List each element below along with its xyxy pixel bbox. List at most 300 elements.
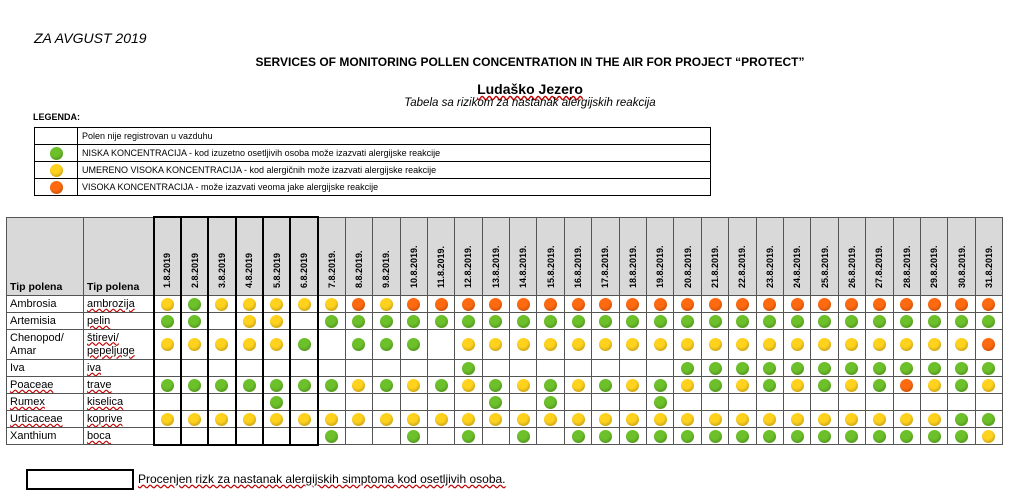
concentration-cell (208, 296, 235, 313)
table-row (7, 296, 1003, 313)
legend-title: LEGENDA: (33, 112, 80, 122)
concentration-dot-icon (818, 413, 831, 426)
local-name-cell (84, 428, 154, 445)
concentration-dot-icon (626, 315, 639, 328)
concentration-dot-icon (270, 315, 283, 328)
concentration-dot-icon (791, 362, 804, 375)
concentration-cell (318, 330, 345, 360)
concentration-dot-icon (489, 379, 502, 392)
concentration-cell (373, 313, 400, 330)
concentration-cell (236, 377, 263, 394)
concentration-cell (811, 428, 838, 445)
concentration-cell (647, 296, 674, 313)
concentration-cell (564, 411, 591, 428)
concentration-cell (592, 428, 619, 445)
concentration-dot-icon (626, 430, 639, 443)
concentration-dot-icon (928, 362, 941, 375)
report-month: ZA AVGUST 2019 (34, 30, 147, 46)
concentration-cell (564, 296, 591, 313)
table-row (7, 377, 1003, 394)
concentration-dot-icon (900, 362, 913, 375)
concentration-cell (318, 411, 345, 428)
concentration-dot-icon (215, 298, 228, 311)
latin-name-header (7, 217, 84, 296)
concentration-cell (290, 313, 317, 330)
latin-name-cell (7, 411, 84, 428)
concentration-cell (427, 313, 454, 330)
concentration-cell (373, 360, 400, 377)
concentration-cell (400, 428, 427, 445)
concentration-cell (455, 360, 482, 377)
date-label: 25.8.2019. (819, 244, 830, 288)
concentration-cell (263, 377, 290, 394)
concentration-dot-icon (654, 379, 667, 392)
date-label: 20.8.2019. (682, 244, 693, 288)
concentration-cell (154, 377, 181, 394)
date-label: 28.8.2019. (901, 244, 912, 288)
concentration-cell (920, 330, 947, 360)
date-label: 30.8.2019. (956, 244, 967, 288)
concentration-dot-icon (352, 338, 365, 351)
concentration-dot-icon (270, 413, 283, 426)
concentration-cell (975, 360, 1002, 377)
concentration-cell (619, 330, 646, 360)
latin-name: Artemisia (10, 315, 56, 327)
date-header (893, 217, 920, 296)
concentration-dot-icon (352, 413, 365, 426)
date-label: 26.8.2019. (846, 244, 857, 288)
concentration-dot-icon (352, 379, 365, 392)
table-row (7, 330, 1003, 360)
date-label: 19.8.2019. (655, 244, 666, 288)
risk-box-legend-label: Procenjen rizk za nastanak alergijskih simptoma kod osetljivih osoba. (138, 472, 506, 486)
concentration-cell (838, 296, 865, 313)
concentration-dot-icon (873, 430, 886, 443)
concentration-cell (345, 296, 372, 313)
concentration-cell (647, 377, 674, 394)
concentration-cell (318, 313, 345, 330)
concentration-cell (373, 428, 400, 445)
concentration-dot-icon (243, 298, 256, 311)
concentration-cell (482, 377, 509, 394)
concentration-dot-icon (873, 315, 886, 328)
concentration-cell (181, 428, 208, 445)
concentration-cell (537, 296, 564, 313)
concentration-dot-icon (763, 362, 776, 375)
concentration-dot-icon (736, 430, 749, 443)
concentration-cell (318, 377, 345, 394)
concentration-cell (154, 360, 181, 377)
concentration-dot-icon (517, 338, 530, 351)
concentration-cell (154, 394, 181, 411)
concentration-dot-icon (955, 315, 968, 328)
concentration-dot-icon (955, 298, 968, 311)
concentration-cell (290, 360, 317, 377)
concentration-cell (263, 360, 290, 377)
concentration-cell (701, 296, 728, 313)
latin-name: Xanthium (10, 430, 57, 442)
concentration-dot-icon (50, 164, 63, 177)
concentration-cell (318, 394, 345, 411)
concentration-cell (208, 428, 235, 445)
concentration-dot-icon (982, 315, 995, 328)
concentration-cell (510, 377, 537, 394)
concentration-dot-icon (462, 413, 475, 426)
concentration-cell (482, 394, 509, 411)
legend-icon-cell (35, 162, 78, 179)
concentration-cell (455, 296, 482, 313)
concentration-cell (729, 330, 756, 360)
concentration-cell (181, 377, 208, 394)
concentration-cell (866, 411, 893, 428)
concentration-cell (866, 313, 893, 330)
date-header (920, 217, 947, 296)
concentration-cell (756, 411, 783, 428)
location-name-text: Ludaško Jezero (477, 81, 583, 97)
concentration-dot-icon (709, 430, 722, 443)
concentration-cell (619, 411, 646, 428)
concentration-cell (674, 313, 701, 330)
concentration-cell (290, 428, 317, 445)
concentration-cell (400, 296, 427, 313)
concentration-cell (564, 360, 591, 377)
concentration-dot-icon (900, 298, 913, 311)
concentration-dot-icon (900, 315, 913, 328)
concentration-cell (811, 411, 838, 428)
date-label: 24.8.2019. (792, 244, 803, 288)
concentration-dot-icon (544, 298, 557, 311)
concentration-dot-icon (736, 338, 749, 351)
concentration-dot-icon (681, 298, 694, 311)
concentration-dot-icon (654, 338, 667, 351)
concentration-cell (318, 428, 345, 445)
concentration-dot-icon (873, 338, 886, 351)
concentration-cell (208, 411, 235, 428)
concentration-cell (181, 313, 208, 330)
concentration-cell (510, 360, 537, 377)
concentration-cell (290, 394, 317, 411)
concentration-cell (674, 394, 701, 411)
date-label: 17.8.2019. (600, 244, 611, 288)
report-title: SERVICES OF MONITORING POLLEN CONCENTRATION IN THE AIR FOR PROJECT “PROTECT” (255, 55, 805, 69)
date-label: 4.8.2019 (244, 252, 255, 288)
concentration-dot-icon (544, 379, 557, 392)
date-label: 23.8.2019. (764, 244, 775, 288)
concentration-cell (236, 428, 263, 445)
date-header (647, 217, 674, 296)
concentration-dot-icon (818, 338, 831, 351)
concentration-cell (701, 411, 728, 428)
concentration-dot-icon (517, 379, 530, 392)
concentration-cell (838, 360, 865, 377)
date-label: 2.8.2019 (189, 252, 200, 288)
table-row (7, 394, 1003, 411)
concentration-dot-icon (818, 315, 831, 328)
concentration-cell (948, 330, 975, 360)
concentration-dot-icon (709, 379, 722, 392)
date-label: 18.8.2019. (627, 244, 638, 288)
local-name: pelin (87, 315, 111, 327)
concentration-cell (729, 360, 756, 377)
legend-icon-cell (35, 145, 78, 162)
latin-name-cell (7, 394, 84, 411)
concentration-cell (263, 296, 290, 313)
concentration-cell (564, 313, 591, 330)
concentration-dot-icon (791, 315, 804, 328)
concentration-dot-icon (544, 413, 557, 426)
concentration-dot-icon (572, 298, 585, 311)
concentration-cell (674, 428, 701, 445)
concentration-cell (208, 377, 235, 394)
concentration-cell (236, 411, 263, 428)
concentration-cell (400, 411, 427, 428)
concentration-dot-icon (270, 338, 283, 351)
concentration-dot-icon (325, 298, 338, 311)
concentration-dot-icon (982, 338, 995, 351)
concentration-cell (427, 377, 454, 394)
legend-table (34, 127, 711, 196)
legend-row (35, 128, 711, 145)
concentration-dot-icon (462, 315, 475, 328)
concentration-cell (756, 330, 783, 360)
concentration-cell (236, 330, 263, 360)
concentration-cell (975, 377, 1002, 394)
concentration-cell (975, 313, 1002, 330)
concentration-cell (893, 377, 920, 394)
concentration-dot-icon (873, 362, 886, 375)
concentration-dot-icon (489, 315, 502, 328)
concentration-cell (756, 360, 783, 377)
local-name: kiselica (87, 396, 124, 408)
concentration-cell (318, 360, 345, 377)
concentration-cell (208, 330, 235, 360)
concentration-dot-icon (325, 413, 338, 426)
concentration-dot-icon (161, 298, 174, 311)
concentration-cell (510, 313, 537, 330)
concentration-cell (482, 360, 509, 377)
concentration-dot-icon (599, 338, 612, 351)
concentration-dot-icon (270, 379, 283, 392)
concentration-dot-icon (215, 413, 228, 426)
concentration-dot-icon (544, 396, 557, 409)
date-label: 7.8.2019. (326, 249, 337, 288)
local-name-cell (84, 411, 154, 428)
concentration-cell (948, 411, 975, 428)
concentration-cell (619, 360, 646, 377)
date-header (400, 217, 427, 296)
concentration-cell (783, 394, 810, 411)
date-header (729, 217, 756, 296)
date-label: 13.8.2019. (490, 244, 501, 288)
date-label: 8.8.2019. (353, 249, 364, 288)
concentration-dot-icon (900, 338, 913, 351)
concentration-cell (592, 330, 619, 360)
concentration-cell (674, 330, 701, 360)
report-subtitle: Tabela sa rizikom za nastanak alergijskih reakcija (404, 97, 656, 109)
concentration-cell (729, 377, 756, 394)
concentration-cell (811, 313, 838, 330)
concentration-cell (263, 411, 290, 428)
concentration-cell (345, 394, 372, 411)
date-label: 10.8.2019. (408, 244, 419, 288)
concentration-cell (701, 428, 728, 445)
concentration-dot-icon (188, 298, 201, 311)
date-header (783, 217, 810, 296)
concentration-dot-icon (955, 379, 968, 392)
concentration-cell (455, 411, 482, 428)
concentration-cell (400, 394, 427, 411)
concentration-cell (345, 330, 372, 360)
local-name-cell (84, 360, 154, 377)
concentration-cell (510, 411, 537, 428)
date-header (537, 217, 564, 296)
concentration-dot-icon (681, 338, 694, 351)
legend-text: NISKA KONCENTRACIJA - kod izuzetno osetljivih osoba može izazvati alergijske reakcije (78, 145, 711, 162)
concentration-cell (783, 330, 810, 360)
legend-row (35, 145, 711, 162)
concentration-dot-icon (270, 298, 283, 311)
date-header (236, 217, 263, 296)
concentration-dot-icon (517, 315, 530, 328)
concentration-cell (592, 377, 619, 394)
concentration-dot-icon (928, 413, 941, 426)
date-header (975, 217, 1002, 296)
legend-text: VISOKA KONCENTRACIJA - može izazvati veoma jake alergijske reakcije (78, 179, 711, 196)
concentration-cell (783, 313, 810, 330)
concentration-dot-icon (736, 413, 749, 426)
concentration-cell (427, 360, 454, 377)
concentration-cell (181, 394, 208, 411)
latin-name: Chenopod/ Amar (10, 331, 64, 357)
concentration-cell (455, 330, 482, 360)
concentration-cell (729, 296, 756, 313)
concentration-cell (647, 313, 674, 330)
concentration-cell (427, 330, 454, 360)
concentration-cell (345, 313, 372, 330)
concentration-dot-icon (517, 413, 530, 426)
concentration-dot-icon (626, 379, 639, 392)
concentration-cell (948, 360, 975, 377)
concentration-cell (783, 360, 810, 377)
concentration-dot-icon (407, 379, 420, 392)
concentration-cell (866, 394, 893, 411)
concentration-dot-icon (845, 379, 858, 392)
date-label: 9.8.2019. (381, 249, 392, 288)
concentration-cell (482, 313, 509, 330)
pollen-table (6, 216, 1003, 446)
concentration-dot-icon (243, 315, 256, 328)
concentration-dot-icon (845, 413, 858, 426)
concentration-cell (564, 428, 591, 445)
concentration-dot-icon (818, 298, 831, 311)
concentration-dot-icon (873, 379, 886, 392)
date-header (427, 217, 454, 296)
concentration-cell (427, 394, 454, 411)
table-row (7, 360, 1003, 377)
concentration-cell (592, 360, 619, 377)
latin-name-cell (7, 428, 84, 445)
latin-name-cell (7, 296, 84, 313)
concentration-dot-icon (763, 315, 776, 328)
concentration-cell (866, 377, 893, 394)
concentration-cell (811, 394, 838, 411)
concentration-dot-icon (517, 298, 530, 311)
concentration-cell (427, 411, 454, 428)
concentration-cell (866, 428, 893, 445)
concentration-cell (208, 360, 235, 377)
concentration-dot-icon (407, 338, 420, 351)
concentration-dot-icon (188, 379, 201, 392)
concentration-dot-icon (380, 413, 393, 426)
date-label: 3.8.2019 (216, 252, 227, 288)
date-header (948, 217, 975, 296)
concentration-dot-icon (928, 315, 941, 328)
concentration-cell (838, 428, 865, 445)
concentration-dot-icon (544, 338, 557, 351)
concentration-dot-icon (736, 379, 749, 392)
concentration-dot-icon (681, 315, 694, 328)
concentration-dot-icon (572, 338, 585, 351)
concentration-dot-icon (791, 413, 804, 426)
concentration-dot-icon (763, 430, 776, 443)
date-label: 12.8.2019. (463, 244, 474, 288)
concentration-dot-icon (681, 379, 694, 392)
concentration-cell (893, 330, 920, 360)
concentration-cell (537, 377, 564, 394)
concentration-cell (838, 313, 865, 330)
concentration-dot-icon (599, 298, 612, 311)
latin-name-cell (7, 330, 84, 360)
concentration-dot-icon (654, 315, 667, 328)
local-name-cell (84, 330, 154, 360)
concentration-dot-icon (791, 430, 804, 443)
concentration-cell (564, 394, 591, 411)
concentration-cell (619, 313, 646, 330)
concentration-cell (948, 313, 975, 330)
concentration-dot-icon (572, 413, 585, 426)
local-name-header-label: Tip polena (87, 281, 140, 293)
table-row (7, 411, 1003, 428)
concentration-dot-icon (489, 396, 502, 409)
concentration-dot-icon (928, 338, 941, 351)
concentration-cell (619, 296, 646, 313)
concentration-dot-icon (763, 298, 776, 311)
concentration-dot-icon (50, 181, 63, 194)
concentration-cell (181, 296, 208, 313)
concentration-cell (154, 428, 181, 445)
date-label: 29.8.2019. (929, 244, 940, 288)
concentration-cell (154, 313, 181, 330)
latin-name: Iva (10, 362, 25, 374)
concentration-cell (236, 313, 263, 330)
concentration-cell (427, 428, 454, 445)
concentration-dot-icon (380, 338, 393, 351)
concentration-dot-icon (188, 338, 201, 351)
concentration-dot-icon (380, 379, 393, 392)
concentration-cell (181, 360, 208, 377)
date-label: 6.8.2019 (299, 252, 310, 288)
concentration-cell (208, 313, 235, 330)
concentration-cell (263, 428, 290, 445)
concentration-cell (427, 296, 454, 313)
concentration-dot-icon (900, 430, 913, 443)
concentration-cell (674, 377, 701, 394)
concentration-cell (811, 377, 838, 394)
concentration-cell (948, 296, 975, 313)
concentration-dot-icon (325, 379, 338, 392)
concentration-cell (181, 411, 208, 428)
concentration-cell (893, 411, 920, 428)
